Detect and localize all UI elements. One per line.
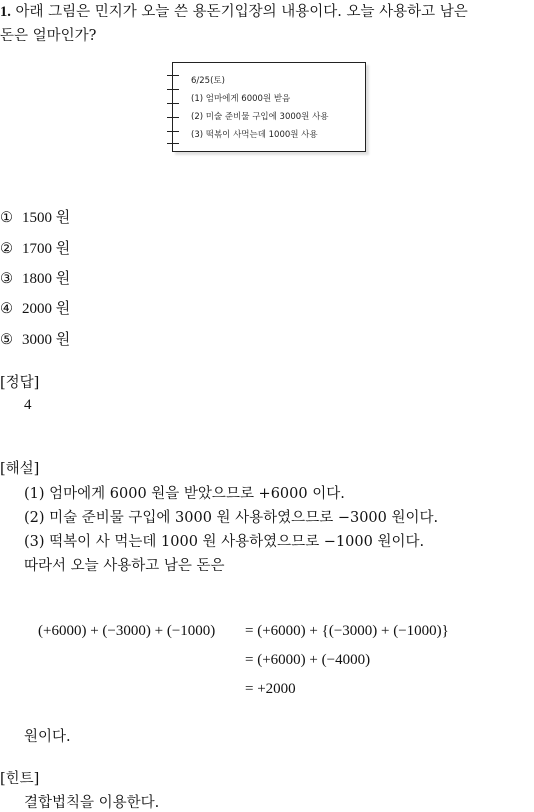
notebook-entry: (2) 미술 준비물 구입에 3000원 사용 xyxy=(191,112,329,122)
explanation-line: (2) 미술 준비물 구입에 3000 원 사용하였으므로 −3000 원이다. xyxy=(24,510,439,526)
spine-ring xyxy=(167,103,179,104)
explanation-line: (1) 엄마에게 6000 원을 받았으므로 +6000 이다. xyxy=(24,486,345,502)
explanation-label: [해설] xyxy=(0,461,40,477)
question-number: 1. xyxy=(0,4,11,20)
choice-mark: ③ xyxy=(0,271,13,287)
explanation-line: (3) 떡복이 사 먹는데 1000 원 사용하였으므로 −1000 원이다. xyxy=(24,534,425,550)
choice-text: 1500 원 xyxy=(22,210,71,226)
spine-ring xyxy=(167,117,179,118)
choice-mark: ⑤ xyxy=(0,332,13,348)
notebook-entry: (3) 떡볶이 사먹는데 1000원 사용 xyxy=(191,130,318,140)
equation-step-2: = (+6000) + (−4000) xyxy=(245,652,371,668)
choice-text: 1700 원 xyxy=(22,241,71,257)
spine-ring xyxy=(167,143,179,144)
choice-text: 2000 원 xyxy=(22,301,71,317)
choice-4[interactable] xyxy=(0,297,70,318)
answer-label: [정답] xyxy=(0,375,40,391)
equation-lhs: (+6000) + (−3000) + (−1000) xyxy=(38,623,216,639)
choice-2[interactable] xyxy=(0,237,70,258)
notebook-entry: (1) 엄마에게 6000원 받음 xyxy=(191,94,291,104)
equation-step-1: = (+6000) + {(−3000) + (−1000)} xyxy=(245,623,449,639)
notebook-date: 6/25(토) xyxy=(191,76,225,86)
hint-text: 결합법칙을 이용한다. xyxy=(24,795,160,811)
hint-label: [힌트] xyxy=(0,771,40,787)
choice-3[interactable] xyxy=(0,267,70,288)
choice-1[interactable] xyxy=(0,206,70,227)
spine-ring xyxy=(167,89,179,90)
answer-value: 4 xyxy=(24,397,32,413)
question-text-2: 돈은 얼마인가? xyxy=(0,28,97,44)
explanation-line: 따라서 오늘 사용하고 남은 돈은 xyxy=(24,558,225,574)
explanation-conclusion: 원이다. xyxy=(24,729,71,745)
pocket-money-notebook xyxy=(172,62,366,152)
equation-result: = +2000 xyxy=(245,681,296,697)
spine-ring xyxy=(167,75,179,76)
choice-text: 3000 원 xyxy=(22,332,71,348)
question-line-1 xyxy=(0,0,468,21)
choice-5[interactable] xyxy=(0,328,70,349)
choice-mark: ① xyxy=(0,210,13,226)
question-text-1: 아래 그림은 민지가 오늘 쓴 용돈기입장의 내용이다. 오늘 사용하고 남은 xyxy=(15,4,468,20)
choice-text: 1800 원 xyxy=(22,271,71,287)
choice-mark: ④ xyxy=(0,301,13,317)
spine-ring xyxy=(167,131,179,132)
choice-mark: ② xyxy=(0,241,13,257)
